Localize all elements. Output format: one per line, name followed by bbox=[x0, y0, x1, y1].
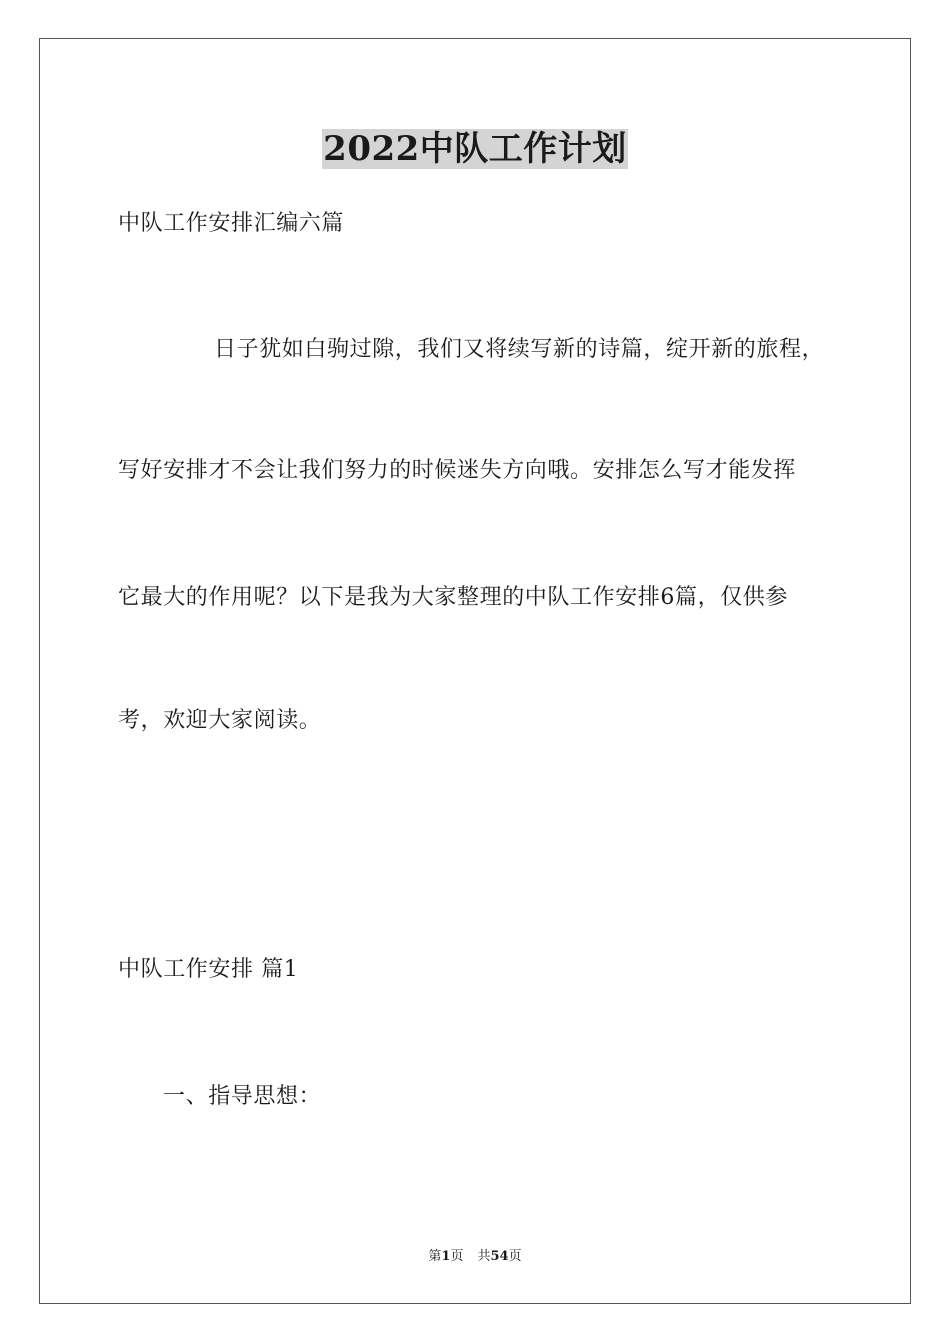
intro-line-2: 写好安排才不会让我们努力的时候迷失方向哦。安排怎么写才能发挥 bbox=[118, 458, 797, 483]
intro-line-4: 考，欢迎大家阅读。 bbox=[118, 708, 322, 733]
document-title-text: 2022中队工作计划 bbox=[323, 129, 627, 169]
section-item: 一、指导思想： bbox=[163, 1084, 322, 1109]
page-number: 1 bbox=[441, 1249, 451, 1264]
intro-line-3: 它最大的作用呢？以下是我为大家整理的中队工作安排6篇，仅供参 bbox=[118, 585, 788, 610]
page-suffix: 页 bbox=[450, 1249, 464, 1264]
total-pages: 54 bbox=[490, 1249, 509, 1264]
section-heading: 中队工作安排 篇1 bbox=[118, 957, 299, 982]
total-prefix: 共 bbox=[477, 1249, 491, 1264]
document-subtitle: 中队工作安排汇编六篇 bbox=[118, 211, 345, 236]
document-title bbox=[0, 126, 950, 172]
total-suffix: 页 bbox=[508, 1249, 522, 1264]
intro-line-1: 日子犹如白驹过隙，我们又将续写新的诗篇，绽开新的旅程， bbox=[214, 337, 825, 362]
page-prefix: 第 bbox=[428, 1249, 442, 1264]
page-footer bbox=[0, 1248, 950, 1266]
